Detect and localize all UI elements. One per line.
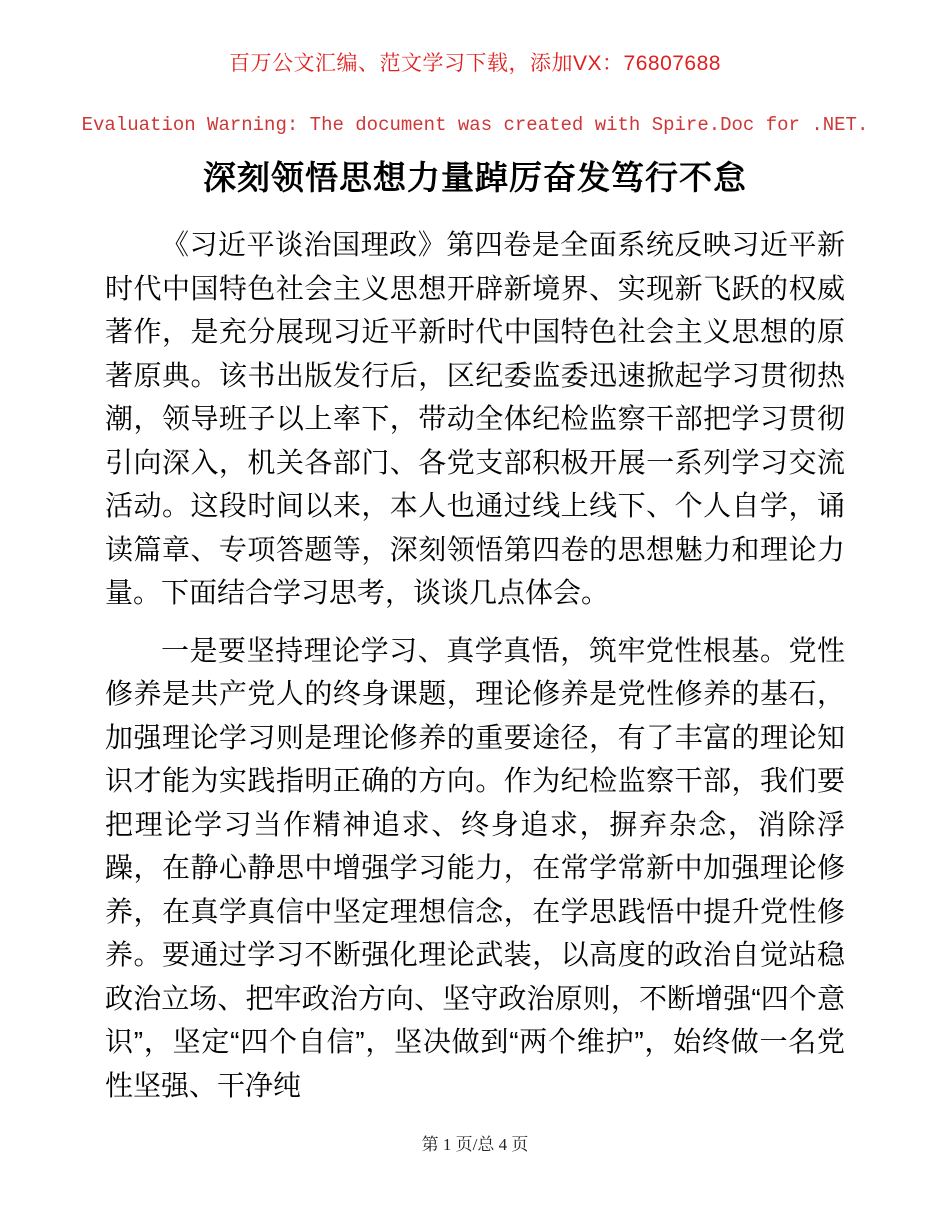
evaluation-warning-text: Evaluation Warning: The document was created with Spire.Doc for .NET.	[81, 114, 869, 136]
paragraph-point-one: 一是要坚持理论学习、真学真悟，筑牢党性根基。党性修养是共产党人的终身课题，理论修养是党性修养的基石，加强理论学习则是理论修养的重要途径，有了丰富的理论知识才能为实践指明正确的方向。作为纪检监察干部，我们要把理论学习当作精神追求、终身追求，摒弃杂念，消除浮躁，在静心静思中增强学习能力，在常学常新中加强理论修养，在真学真信中坚定理想信念，在学思践悟中提升党性修养。要通过学习不断强化理论武装，以高度的政治自觉站稳政治立场、把牢政治方向、坚守政治原则，不断增强“四个意识”，坚定“四个自信”，坚决做到“两个维护”，始终做一名党性坚强、干净纯	[105, 634, 845, 1101]
page-number-indicator: 第 1 页/总 4 页	[421, 1135, 529, 1154]
promo-header-text: 百万公文汇编、范文学习下载，添加VX：76807688	[229, 52, 721, 75]
paragraph-intro: 《习近平谈治国理政》第四卷是全面系统反映习近平新时代中国特色社会主义思想开辟新境界、实现新飞跃的权威著作，是充分展现习近平新时代中国特色社会主义思想的原著原典。该书出版发行后，区纪委监委迅速掀起学习贯彻热潮，领导班子以上率下，带动全体纪检监察干部把学习贯彻引向深入，机关各部门、各党支部积极开展一系列学习交流活动。这段时间以来，本人也通过线上线下、个人自学，诵读篇章、专项答题等，深刻领悟第四卷的思想魅力和理论力量。下面结合学习思考，谈谈几点体会。	[105, 229, 845, 608]
document-title: 深刻领悟思想力量踔厉奋发笃行不怠	[203, 159, 747, 196]
document-body	[105, 223, 845, 1107]
